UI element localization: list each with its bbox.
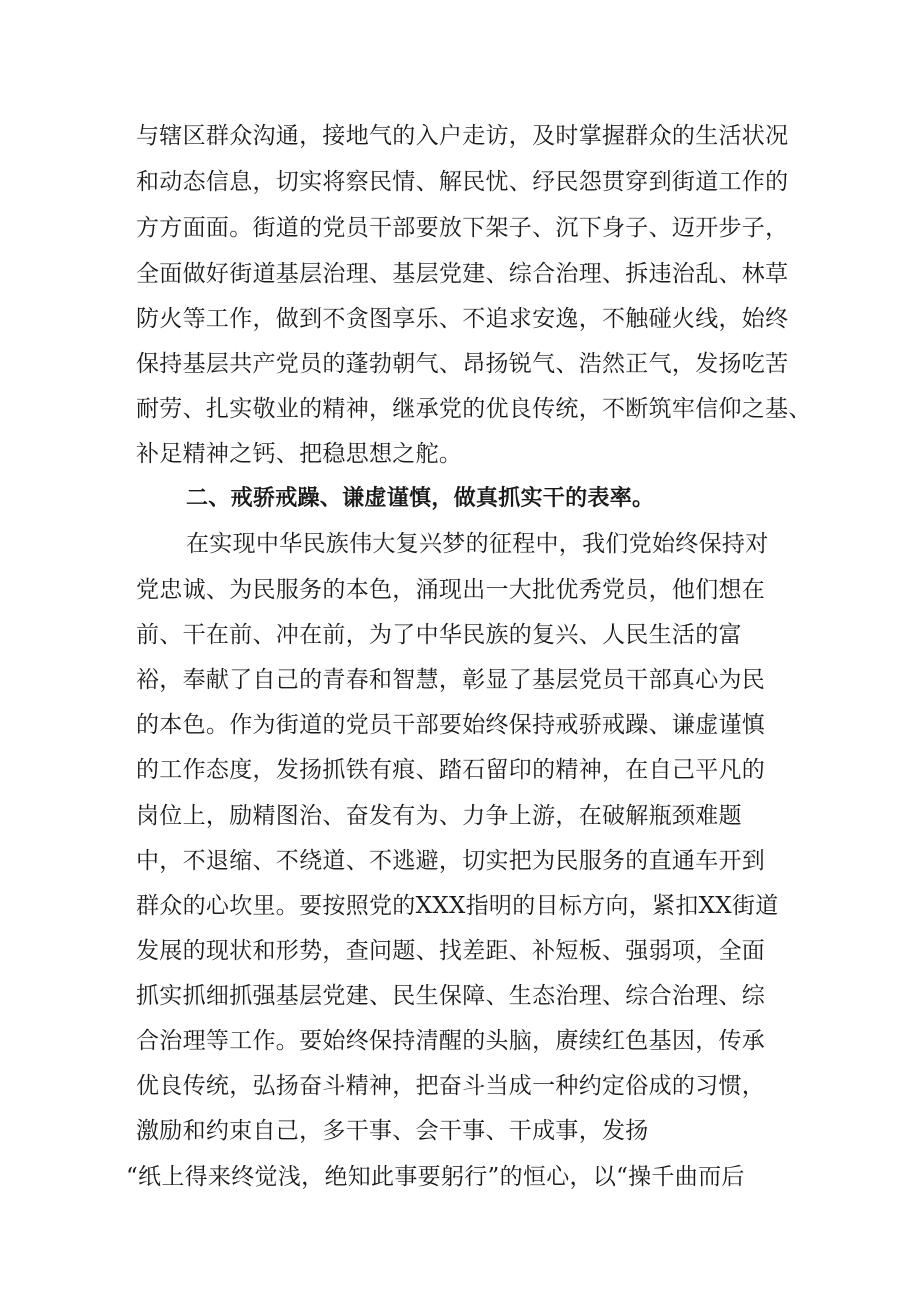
paragraph-line: 党忠诚、为民服务的本色，涌现出一大批优秀党员，他们想在 <box>136 577 766 603</box>
paragraph-line: 补足精神之钙、把稳思想之舵。 <box>136 441 463 467</box>
paragraph-line: 抓实抓细抓强基层党建、民生保障、生态治理、综合治理、综 <box>136 983 766 1009</box>
paragraph-line: 激励和约束自己，多干事、会干事、干成事，发扬 <box>136 1118 649 1144</box>
paragraph-line: 全面做好街道基层治理、基层党建、综合治理、拆违治乱、林草 <box>136 261 789 287</box>
paragraph-line: 方方面面。街道的党员干部要放下架子、沉下身子、迈开步子， <box>136 215 789 241</box>
paragraph-line: 群众的心坎里。要按照党的XXX指明的目标方向，紧扣XX街道 <box>136 893 779 919</box>
paragraph-line: 发展的现状和形势，查问题、找差距、补短板、强弱项，全面 <box>136 938 766 964</box>
paragraph-line: 和动态信息，切实将察民情、解民忧、纾民怨贯穿到街道工作的 <box>136 169 789 195</box>
paragraph-line: “纸上得来终觉浅，绝知此事要躬行”的恒心，以“操千曲而后 <box>126 1164 745 1190</box>
paragraph-line: 与辖区群众沟通，接地气的入户走访，及时掌握群众的生活状况 <box>136 123 789 149</box>
paragraph-line: 在实现中华民族伟大复兴梦的征程中，我们党始终保持对 <box>186 531 769 557</box>
paragraph-line: 防火等工作，做到不贪图享乐、不追求安逸，不触碰火线，始终 <box>136 306 789 332</box>
paragraph-line: 中，不退缩、不绕道、不逃避，切实把为民服务的直通车开到 <box>136 848 766 874</box>
paragraph-line: 前、干在前、冲在前，为了中华民族的复兴、人民生活的富 <box>136 622 742 648</box>
paragraph-line: 合治理等工作。要始终保持清醒的头脑，赓续红色基因，传承 <box>136 1028 766 1054</box>
paragraph-line: 耐劳、扎实敬业的精神，继承党的优良传统，不断筑牢信仰之基、 <box>136 396 812 422</box>
paragraph-line: 的工作态度，发扬抓铁有痕、踏石留印的精神，在自己平凡的 <box>136 757 766 783</box>
paragraph-line: 裕，奉献了自己的青春和智慧，彰显了基层党员干部真心为民 <box>136 667 766 693</box>
paragraph-line: 优良传统，弘扬奋斗精神，把奋斗当成一种约定俗成的习惯， <box>136 1073 766 1099</box>
paragraph-line: 的本色。作为街道的党员干部要始终保持戒骄戒躁、谦虚谨慎 <box>136 712 766 738</box>
paragraph-line: 岗位上，励精图治、奋发有为、力争上游，在破解瓶颈难题 <box>136 803 742 829</box>
paragraph-line: 保持基层共产党员的蓬勃朝气、昂扬锐气、浩然正气，发扬吃苦 <box>136 351 789 377</box>
section-heading: 二、戒骄戒躁、谦虚谨慎，做真抓实干的表率。 <box>186 486 655 511</box>
